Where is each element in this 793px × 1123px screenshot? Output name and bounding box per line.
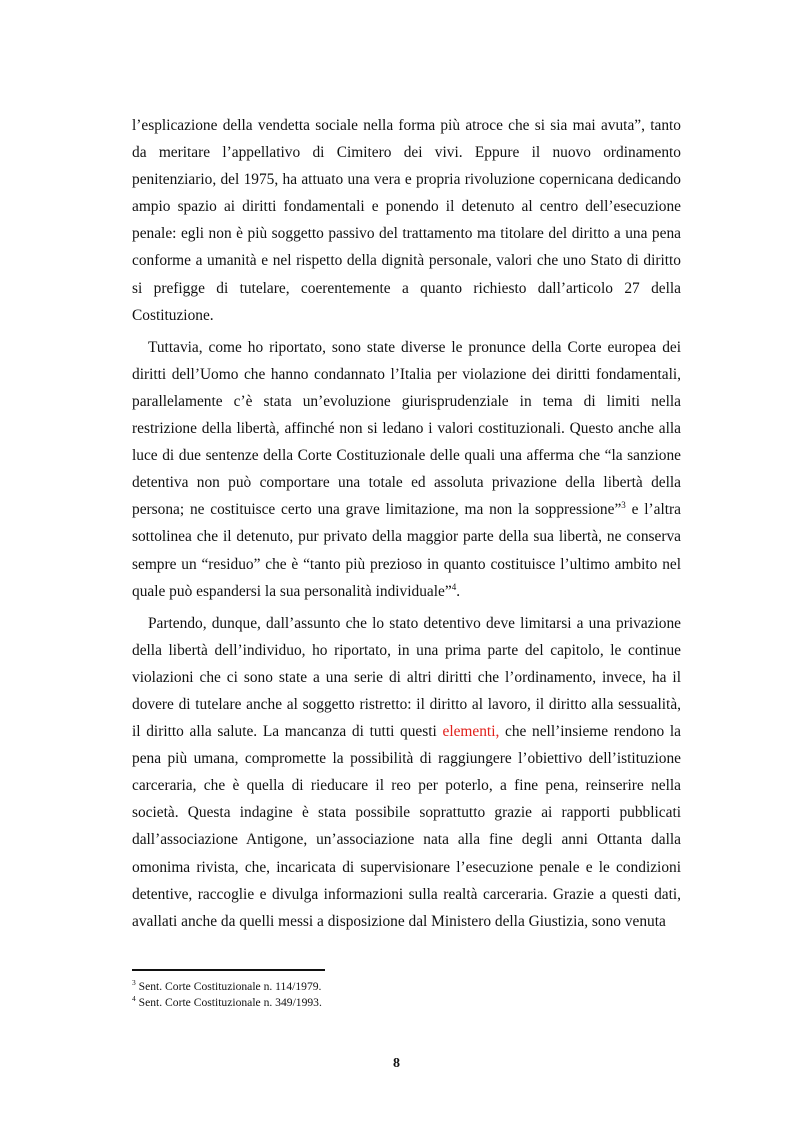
footnote-ref-4[interactable]: 4 — [451, 581, 457, 592]
paragraph-2-text-b: e l’altra sottolinea che il detenuto, pur privato della maggior parte della sua libertà, ne conserva sempre un “residuo” che è “tanto più prezioso in quanto costituisce l’ultimo ambito nel quale può espandersi la sua personalità individuale” — [132, 501, 681, 600]
paragraph-1-text: l’esplicazione della vendetta sociale nella forma più atroce che si sia mai avuta”, tanto da meritare l’appellativo di Cimitero dei vivi. Eppure il nuovo ordinamento penitenziario, del 1975, ha attuato una vera e propria rivoluzione copernicana dedicando ampio spazio ai diritti fondamentali e ponendo il detenuto al centro dell’esecuzione penale: egli non è più soggetto passivo del trattamento ma titolare del diritto a una pena conforme a umanità e nel rispetto della dignità personale, valori che uno Stato di diritto si prefigge di tutelare, coerentemente a quanto richiesto dall’articolo 27 della Costituzione. — [132, 117, 681, 324]
footnote-text-3: Sent. Corte Costituzionale n. 114/1979. — [135, 980, 322, 993]
paragraph-2-text-a: Tuttavia, come ho riportato, sono state diverse le pronunce della Corte europea dei diritti dell’Uomo che hanno condannato l’Italia per violazione dei diritti fondamentali, parallelamente c’è stata un’evoluzione giurisprudenziale in tema di limiti nella restrizione della libertà, affinché non si ledano i valori costituzionali. Questo anche alla luce di due sentenze della Corte Costituzionale delle quali una afferma che “la sanzione detentiva non può comportare una totale ed assoluta privazione della libertà della persona; ne costituisce certo una grave limitazione, ma non la soppressione” — [132, 338, 681, 519]
footnotes — [132, 979, 681, 1010]
paragraph-2 — [132, 334, 681, 605]
footnote-number-4: 4 — [132, 993, 136, 1003]
paragraph-1 — [132, 112, 681, 329]
paragraph-3-text-b: che nell’insieme rendono la pena più umana, compromette la possibilità di raggiungere l’obiettivo dell’istituzione carceraria, che è quella di rieducare il reo per poterlo, a fine pena, reinserire nella società. Questa indagine è stata possibile soprattutto grazie ai rapporti pubblicati dall’associazione Antigone, un’associazione nata alla fine degli anni Ottanta dalla omonima rivista, che, incaricata di supervisionare l’esecuzione penale e le condizioni detentive, raccoglie e divulga informazioni sulla realtà carceraria. Grazie a questi dati, avallati anche da quelli messi a disposizione dal Ministero della Giustizia, sono venuta — [132, 723, 681, 930]
footnote-number-3: 3 — [132, 978, 136, 988]
page-number: 8 — [393, 1056, 400, 1071]
highlighted-word: elementi, — [442, 723, 500, 741]
footnote-text-4: Sent. Corte Costituzionale n. 349/1993. — [135, 995, 322, 1009]
paragraph-2-text-c: . — [456, 582, 461, 600]
paragraph-3 — [132, 610, 681, 935]
footnote-4 — [132, 995, 681, 1011]
footnote-separator — [132, 969, 325, 971]
body-text — [132, 112, 681, 940]
footnote-3 — [132, 979, 681, 995]
paragraph-3-text-a: Partendo, dunque, dall’assunto che lo stato detentivo deve limitarsi a una privazione della libertà dell’individuo, ho riportato, in una prima parte del capitolo, le continue violazioni che ci sono state a una serie di altri diritti che l’ordinamento, invece, ha il dovere di tutelare anche al soggetto ristretto: il diritto al lavoro, il diritto alla sessualità, il diritto alla salute. La mancanza di tutti questi — [132, 614, 681, 741]
footnote-ref-3[interactable]: 3 — [621, 500, 626, 511]
